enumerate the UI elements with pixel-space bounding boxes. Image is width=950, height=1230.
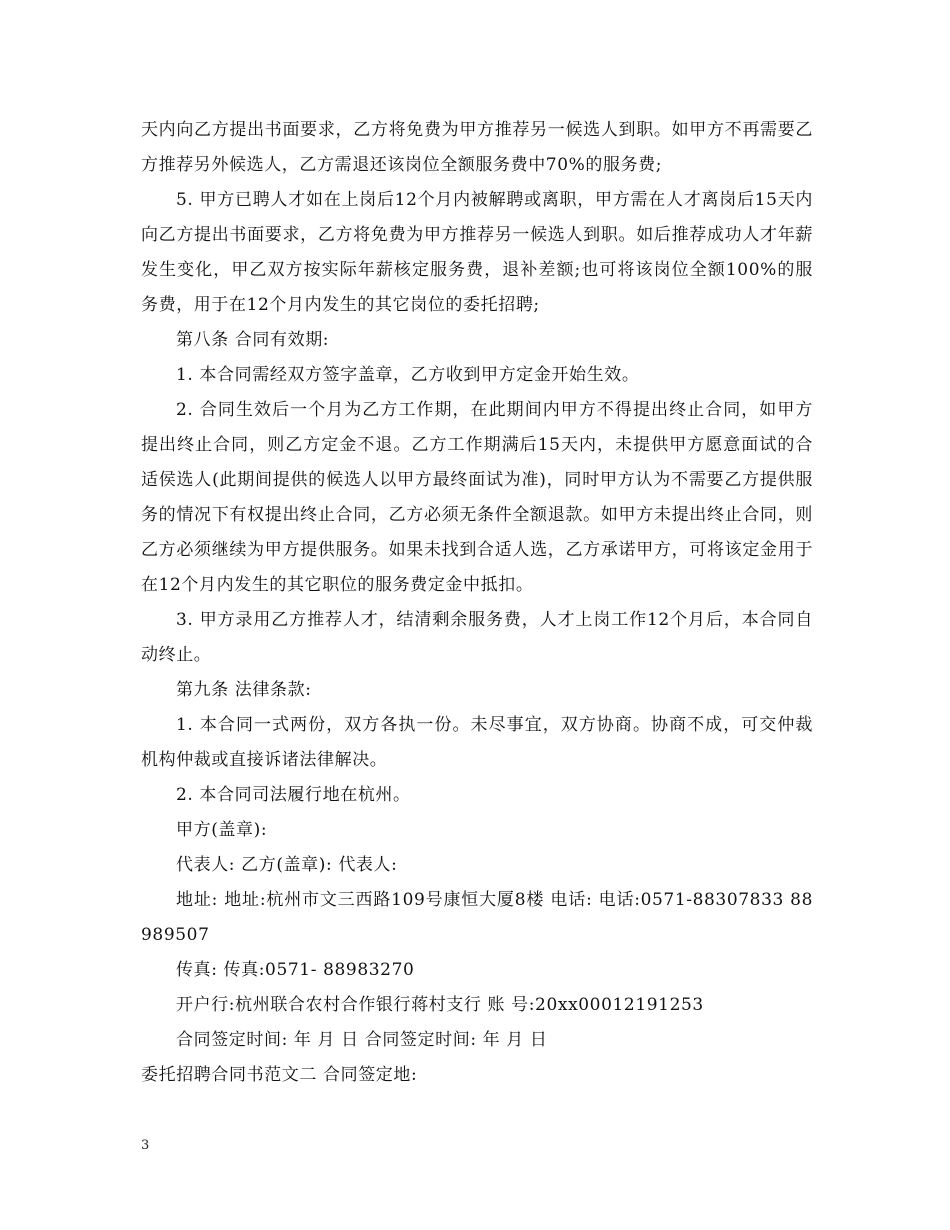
heading-article-9: 第九条 法律条款: bbox=[176, 680, 312, 700]
paragraph-clause-5: 5. 甲方已聘人才如在上岗后12个月内被解聘或离职，甲方需在人才离岗后15天内向乙方提出书面要求，乙方将免费为甲方推荐另一候选人到职。如后推荐成功人才年薪发生变化，甲乙双方按实际年薪核定服务费，退补差额;也可将该岗位全额100%的服务费，用于在12个月内发生的其它岗位的委托招聘; bbox=[141, 190, 813, 315]
fax-line: 传真: 传真:0571- 88983270 bbox=[176, 960, 415, 980]
signature-representatives: 代表人: 乙方(盖章): 代表人: bbox=[176, 855, 398, 875]
next-section-title: 委托招聘合同书范文二 合同签定地: bbox=[141, 1065, 418, 1085]
paragraph-continuation: 天内向乙方提出书面要求，乙方将免费为甲方推荐另一候选人到职。如甲方不再需要乙方推荐另外候选人，乙方需退还该岗位全额服务费中70%的服务费; bbox=[141, 120, 813, 175]
heading-article-8: 第八条 合同有效期: bbox=[176, 330, 330, 350]
paragraph-article-9-item-2: 2. 本合同司法履行地在杭州。 bbox=[176, 785, 411, 805]
document-body bbox=[141, 113, 813, 1093]
bank-account-line: 开户行:杭州联合农村合作银行蒋村支行 账 号:20xx00012191253 bbox=[176, 995, 704, 1015]
paragraph-article-8-item-2: 2. 合同生效后一个月为乙方工作期，在此期间内甲方不得提出终止合同，如甲方提出终止合同，则乙方定金不退。乙方工作期满后15天内，未提供甲方愿意面试的合适侯选人(此期间提供的候选人以甲方最终面试为准)，同时甲方认为不需要乙方提供服务的情况下有权提出终止合同，乙方必须无条件全额退款。如甲方未提出终止合同，则乙方必须继续为甲方提供服务。如果未找到合适人选，乙方承诺甲方，可将该定金用于在12个月内发生的其它职位的服务费定金中抵扣。 bbox=[141, 400, 813, 595]
paragraph-article-9-item-1: 1. 本合同一式两份，双方各执一份。未尽事宜，双方协商。协商不成，可交仲裁机构仲裁或直接诉诸法律解决。 bbox=[141, 715, 813, 770]
address-phone-line: 地址: 地址:杭州市文三西路109号康恒大厦8楼 电话: 电话:0571-88307833 88989507 bbox=[141, 890, 813, 945]
paragraph-article-8-item-1: 1. 本合同需经双方签字盖章，乙方收到甲方定金开始生效。 bbox=[176, 365, 640, 385]
page-number: 3 bbox=[141, 1138, 150, 1153]
paragraph-article-8-item-3: 3. 甲方录用乙方推荐人才，结清剩余服务费，人才上岗工作12个月后，本合同自动终止。 bbox=[141, 610, 813, 665]
signing-date-line: 合同签定时间: 年 月 日 合同签定时间: 年 月 日 bbox=[176, 1030, 548, 1050]
signature-party-a: 甲方(盖章): bbox=[176, 820, 268, 840]
